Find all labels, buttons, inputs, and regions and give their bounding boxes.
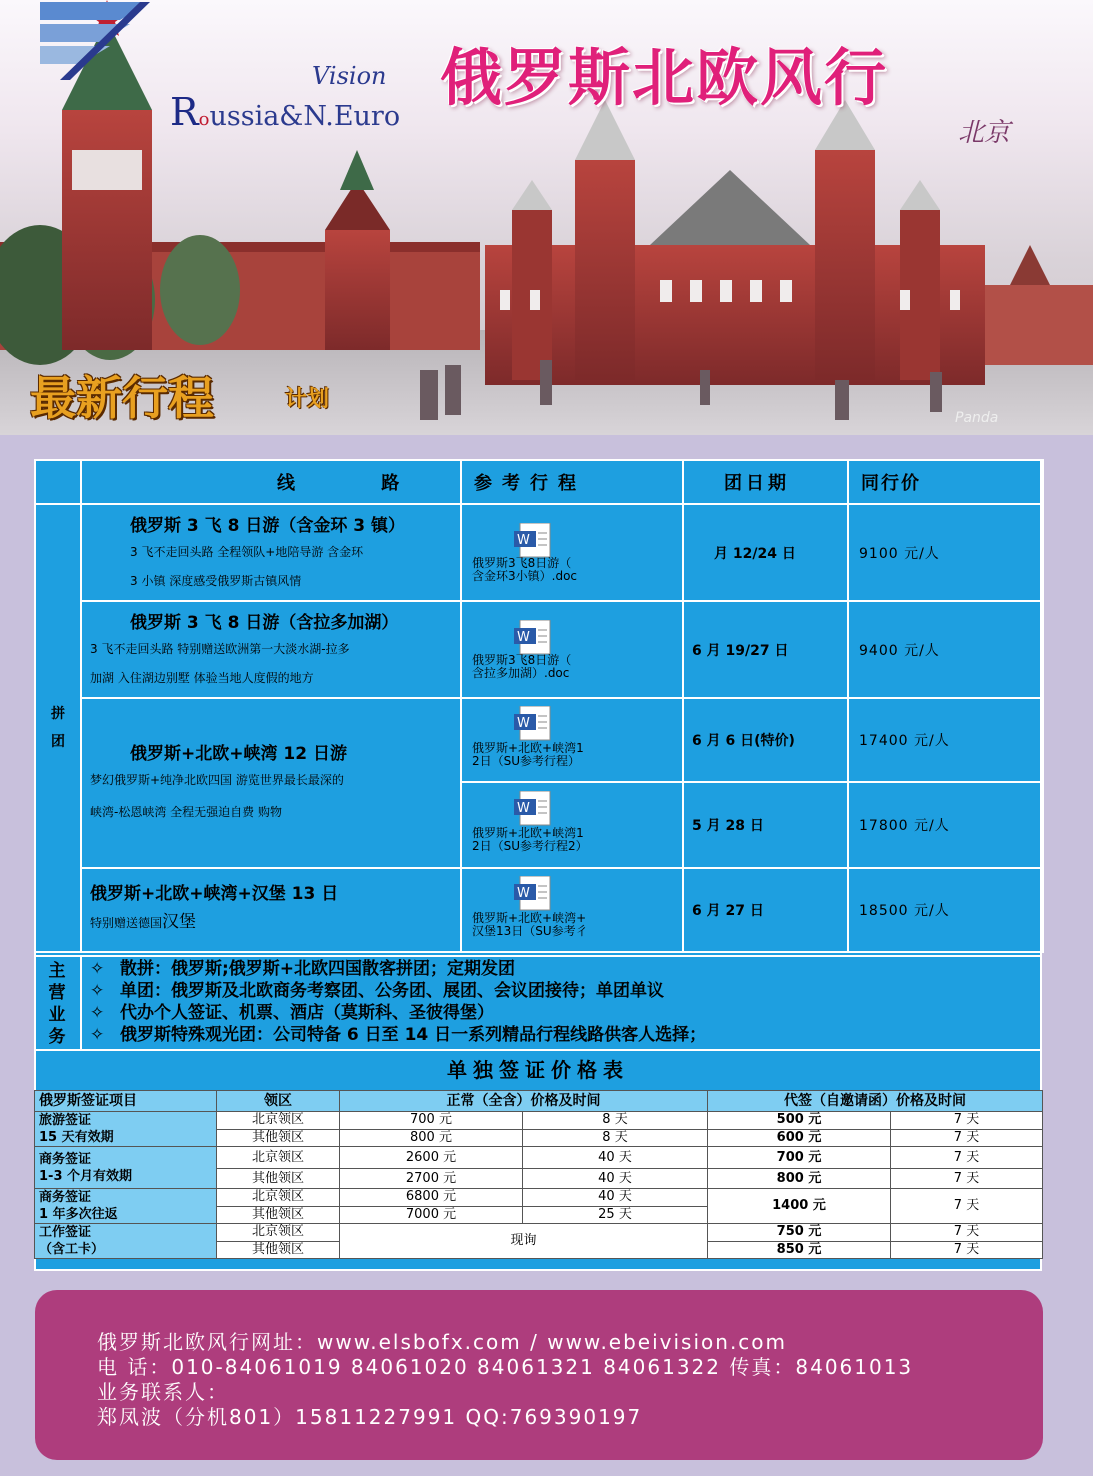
visa-agent-price: 700 元 (708, 1147, 891, 1169)
visa-price-inquiry: 现询 (340, 1224, 708, 1259)
table-row (35, 698, 1043, 782)
visa-agent-days: 7 天 (891, 1241, 1043, 1259)
visa-region: 其他领区 (217, 1129, 340, 1147)
logo-vision-text: Vision (312, 62, 387, 90)
visa-region: 其他领区 (217, 1206, 340, 1224)
date-cell: 6 月 27 日 (683, 868, 848, 952)
business-item-text: 单团：俄罗斯及北欧商务考察团、公务团、展团、会议团接待；单团单议 (120, 981, 664, 1001)
star-icon: ✧ (90, 1025, 105, 1045)
star-icon: ✧ (90, 981, 105, 1001)
price-cell: 18500 元/人 (848, 868, 1043, 952)
doc-attachment[interactable] (462, 870, 682, 950)
route-desc-highlight: 汉堡 (162, 912, 197, 932)
table-row (35, 1224, 1043, 1242)
contact-person: 郑凤波（分机801）15811227991 QQ:769390197 (97, 1405, 643, 1429)
date-cell: 6 月 6 日(特价) (683, 698, 848, 782)
doc-filename: 俄罗斯3飞8日游（ 含拉多加湖）.doc (472, 652, 572, 680)
visa-days: 40 天 (523, 1189, 708, 1207)
website-line[interactable]: 俄罗斯北欧风行网址：www.elsbofx.com / www.ebeivision.com (97, 1330, 788, 1354)
logo-o: o (198, 109, 210, 130)
visa-days: 8 天 (523, 1129, 708, 1147)
route-title: 俄罗斯 3 飞 8 日游（含拉多加湖） (130, 613, 399, 633)
group-label: 拼 团 (35, 504, 81, 952)
doc-attachment[interactable] (462, 785, 682, 865)
visa-agent-days: 7 天 (891, 1189, 1043, 1224)
route-cell (81, 601, 461, 698)
visa-item (35, 1189, 217, 1224)
star-icon: ✧ (90, 1003, 105, 1023)
visa-item-validity: 1-3 个月有效期 (39, 1168, 133, 1184)
doc-attachment[interactable] (462, 700, 682, 780)
business-item (90, 1024, 706, 1046)
visa-days: 25 天 (523, 1206, 708, 1224)
visa-days: 40 天 (523, 1169, 708, 1189)
price-cell: 9100 元/人 (848, 504, 1043, 601)
visa-item (35, 1224, 217, 1259)
visa-item (35, 1147, 217, 1189)
visa-region: 北京领区 (217, 1112, 340, 1130)
visa-region: 其他领区 (217, 1241, 340, 1259)
itinerary-title: 最新行程 (30, 371, 214, 425)
svg-text:W: W (517, 532, 530, 548)
table-row (35, 1147, 1043, 1169)
doc-attachment[interactable] (462, 610, 682, 690)
visa-price: 6800 元 (340, 1189, 523, 1207)
route-title: 俄罗斯+北欧+峡湾 12 日游 (130, 743, 347, 764)
visa-item-name: 工作签证 (39, 1225, 92, 1240)
visa-item (35, 1112, 217, 1147)
visa-region: 北京领区 (217, 1189, 340, 1207)
table-row (35, 868, 1043, 952)
visa-agent-days: 7 天 (891, 1112, 1043, 1130)
doc-filename: 俄罗斯+北欧+峡湾+ 汉堡13日（SU参考彳 (472, 911, 588, 938)
route-desc: 3 飞不走回头路 全程领队+地陪导游 含金环 (130, 545, 364, 559)
visa-price: 700 元 (340, 1112, 523, 1130)
route-cell (81, 868, 461, 952)
business-item-text: 代办个人签证、机票、酒店（莫斯科、圣彼得堡） (120, 1003, 494, 1023)
visa-agent-price: 850 元 (708, 1241, 891, 1259)
tour-table (34, 459, 1044, 953)
visa-price: 7000 元 (340, 1206, 523, 1224)
visa-agent-price: 750 元 (708, 1224, 891, 1242)
doc-filename: 俄罗斯+北欧+峡湾1 2日（SU参考行程2） (472, 826, 588, 853)
city-label: 北京 (958, 118, 1011, 148)
visa-agent-price: 1400 元 (708, 1189, 891, 1224)
visa-item-validity: 15 天有效期 (39, 1130, 114, 1145)
business-item (90, 958, 706, 980)
word-doc-icon (514, 620, 556, 656)
visa-region: 北京领区 (217, 1147, 340, 1169)
header-date: 团日期 (683, 460, 848, 504)
header-route: 线 路 (81, 460, 461, 504)
date-cell: 5 月 28 日 (683, 782, 848, 868)
visa-item-name: 商务签证 (39, 1151, 92, 1167)
doc-attachment[interactable] (462, 513, 682, 593)
table-row (35, 601, 1043, 698)
table-header (35, 460, 1043, 504)
star-icon: ✧ (90, 959, 105, 979)
word-doc-icon (514, 791, 556, 827)
visa-item-name: 商务签证 (39, 1190, 92, 1205)
route-title: 俄罗斯 3 飞 8 日游（含金环 3 镇） (130, 516, 405, 536)
word-doc-icon (514, 706, 556, 742)
header-blank (35, 460, 81, 504)
visa-agent-price: 800 元 (708, 1169, 891, 1189)
visa-header-agent: 代签（自邀请函）价格及时间 (708, 1091, 1043, 1112)
ref-cell (461, 601, 683, 698)
visa-region: 北京领区 (217, 1224, 340, 1242)
visa-table (34, 1090, 1043, 1259)
svg-text:W: W (517, 801, 530, 816)
doc-filename: 俄罗斯3飞8日游（ 含金环3小镇）.doc (472, 555, 578, 583)
business-label: 主 营 业 务 (48, 961, 66, 1047)
phone-line: 电 话：010-84061019 84061020 84061321 84061322 传真：84061013 (97, 1355, 914, 1379)
visa-title: 单独签证价格表 (447, 1058, 629, 1082)
business-section (34, 956, 1042, 1050)
visa-item-validity: 1 年多次往返 (39, 1207, 118, 1222)
visa-days: 40 天 (523, 1147, 708, 1169)
business-item-text: 散拼：俄罗斯;俄罗斯+北欧四国散客拼团；定期发团 (120, 959, 516, 979)
price-cell: 9400 元/人 (848, 601, 1043, 698)
visa-agent-days: 7 天 (891, 1224, 1043, 1242)
itinerary-subtitle: 计划 (285, 387, 330, 412)
visa-header (35, 1091, 1043, 1112)
logo-wordmark (170, 90, 400, 134)
hero-banner (0, 0, 1093, 435)
word-doc-icon (514, 523, 556, 559)
business-item (90, 1002, 706, 1024)
visa-header-region: 领区 (217, 1091, 340, 1112)
visa-agent-days: 7 天 (891, 1147, 1043, 1169)
visa-price: 2600 元 (340, 1147, 523, 1169)
price-cell: 17800 元/人 (848, 782, 1043, 868)
logo-rest: ussia&N.Euro (209, 101, 401, 132)
ref-cell (461, 782, 683, 868)
visa-section (34, 1050, 1042, 1259)
visa-days: 8 天 (523, 1112, 708, 1130)
route-desc: 峡湾-松恩峡湾 全程无强迫自费 购物 (90, 804, 282, 819)
route-desc: 3 小镇 深度感受俄罗斯古镇风情 (130, 574, 302, 588)
visa-item-validity: （含工卡） (39, 1242, 105, 1257)
ref-cell (461, 868, 683, 952)
visa-price: 2700 元 (340, 1169, 523, 1189)
price-cell: 17400 元/人 (848, 698, 1043, 782)
visa-agent-days: 7 天 (891, 1129, 1043, 1147)
header-ref: 参考行程 (461, 460, 683, 504)
doc-filename: 俄罗斯+北欧+峡湾1 2日（SU参考行程） (472, 741, 584, 768)
logo-r: R (170, 90, 199, 134)
business-item (90, 980, 706, 1002)
route-desc (82, 904, 460, 941)
visa-price: 800 元 (340, 1129, 523, 1147)
svg-text:W: W (517, 716, 530, 731)
visa-item-name: 旅游签证 (39, 1113, 92, 1128)
date-cell: 月 12/24 日 (683, 504, 848, 601)
contact-label: 业务联系人： (97, 1380, 229, 1404)
svg-text:W: W (517, 629, 530, 645)
route-desc: 加湖 入住湖边别墅 体验当地人度假的地方 (90, 671, 314, 685)
word-doc-icon (514, 876, 556, 912)
route-desc-text: 特别赠送德国 (90, 916, 163, 930)
watermark: Panda (955, 410, 999, 426)
route-title: 俄罗斯+北欧+峡湾+汉堡 13 日 (90, 884, 339, 904)
visa-agent-price: 600 元 (708, 1129, 891, 1147)
divider (80, 956, 82, 1050)
header-price: 同行价 (848, 460, 1043, 504)
route-desc: 3 飞不走回头路 特别赠送欧洲第一大淡水湖-拉多 (90, 642, 350, 656)
route-cell (81, 504, 461, 601)
visa-header-normal: 正常（全含）价格及时间 (340, 1091, 708, 1112)
route-desc: 梦幻俄罗斯+纯净北欧四国 游览世界最长最深的 (90, 772, 344, 787)
visa-agent-days: 7 天 (891, 1169, 1043, 1189)
table-row (35, 504, 1043, 601)
page-title: 俄罗斯北欧风行 (440, 41, 889, 114)
svg-text:W: W (517, 886, 530, 901)
table-row (35, 1189, 1043, 1207)
date-cell: 6 月 19/27 日 (683, 601, 848, 698)
business-lines (90, 958, 706, 1046)
business-item-text: 俄罗斯特殊观光团：公司特备 6 日至 14 日一系列精品行程线路供客人选择； (120, 1025, 707, 1045)
visa-region: 其他领区 (217, 1169, 340, 1189)
visa-agent-price: 500 元 (708, 1112, 891, 1130)
ref-cell (461, 698, 683, 782)
route-cell (81, 698, 461, 868)
ref-cell (461, 504, 683, 601)
table-row (35, 1112, 1043, 1130)
contact-footer (35, 1290, 1043, 1460)
visa-header-item: 俄罗斯签证项目 (35, 1091, 217, 1112)
